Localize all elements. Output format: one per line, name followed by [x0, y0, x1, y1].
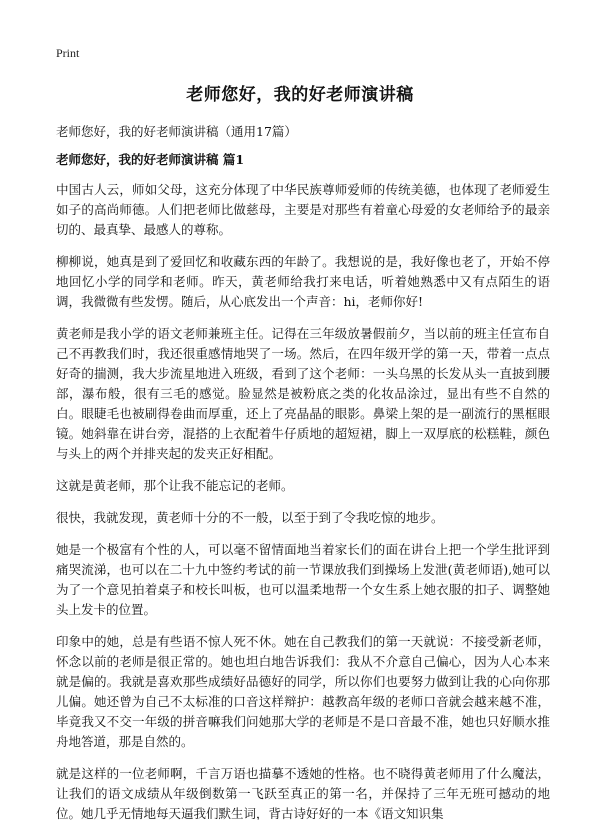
paragraph-7: 印象中的她，总是有些语不惊人死不休。她在自己教我们的第一天就说：不接受新老师，怀念以前的老师是很正常的。她也坦白地告诉我们：我从不介意自己偏心，因为人心本来就是偏的。我就是喜欢那些成绩好品德好的同学，所以你们也要努力做到让我的心向你那儿偏。她还曾为自己不太标准的口音这样辩护：越教高年级的老师口音就会越来越不准，毕竟我又不交一年级的拼音嘛我们问她那大学的老师是不是口音最不准，她也只好顺水推舟地答道，那是自然的。	[56, 634, 550, 749]
paragraph-8: 就是这样的一位老师啊，千言万语也描摹不透她的性格。也不晓得黄老师用了什么魔法，让我们的语文成绩从年级倒数第一飞跃至真正的第一名，并保持了三年无班可撼动的地位。她几乎无情地每天逼我们默生词，背古诗好好的一本《语文知识集	[56, 766, 550, 820]
paragraph-4: 这就是黄老师，那个让我不能忘记的老师。	[56, 478, 294, 493]
paragraph-1: 中国古人云，师如父母，这充分体现了中华民族尊师爱师的传统美德，也体现了老师爱生如子的高尚师德。人们把老师比做慈母，主要是对那些有着童心母爱的女老师给予的最亲切的、最真挚、最感人的尊称。	[56, 182, 550, 237]
paragraph-2: 柳柳说，她真是到了爱回忆和收藏东西的年龄了。我想说的是，我好像也老了，开始不停地回忆小学的同学和老师。昨天，黄老师给我打来电话，听着她熟悉中又有点陌生的语调，我微微有些发愣。随后，从心底发出一个声音：hi，老师你好!	[56, 254, 550, 309]
document-subtitle: 老师您好，我的好老师演讲稿（通用17篇）	[56, 124, 297, 139]
paragraph-3: 黄老师是我小学的语文老师兼班主任。记得在三年级放暑假前夕，当以前的班主任宣布自己不再教我们时，我还很重感情地哭了一场。然后，在四年级开学的第一天，带着一点点好奇的揣测，我大步流星地进入班级，看到了这个老师：一头乌黑的长发从头一直披到腰部，瀑布般，很有三毛的感觉。脸显然是被粉底之类的化妆品涂过，显出有些不自然的白。眼睫毛也被刷得卷曲而厚重，还上了亮晶晶的眼影。鼻梁上架的是一副流行的黑框眼镜。她斜靠在讲台旁，混搭的上衣配着牛仔质地的超短裙，脚上一双厚底的松糕鞋，颜色与头上的两个并排夹起的发夹正好相配。	[56, 326, 550, 461]
page-title: 老师您好，我的好老师演讲稿	[186, 85, 414, 105]
paragraph-6: 她是一个极富有个性的人，可以毫不留情面地当着家长们的面在讲台上把一个学生批评到痛哭流涕，也可以在二十九中签约考试的前一节课放我们到操场上发泄(黄老师语),她可以为了一个意见拍着桌子和校长叫板，也可以温柔地帮一个女生系上她衣服的扣子、调整她头上发卡的位置。	[56, 542, 550, 617]
print-link[interactable]: Print	[56, 46, 80, 60]
section-heading: 老师您好，我的好老师演讲稿 篇1	[56, 152, 245, 167]
article-body	[56, 180, 550, 820]
paragraph-5: 很快，我就发现，黄老师十分的不一般，以至于到了令我吃惊的地步。	[56, 510, 444, 525]
